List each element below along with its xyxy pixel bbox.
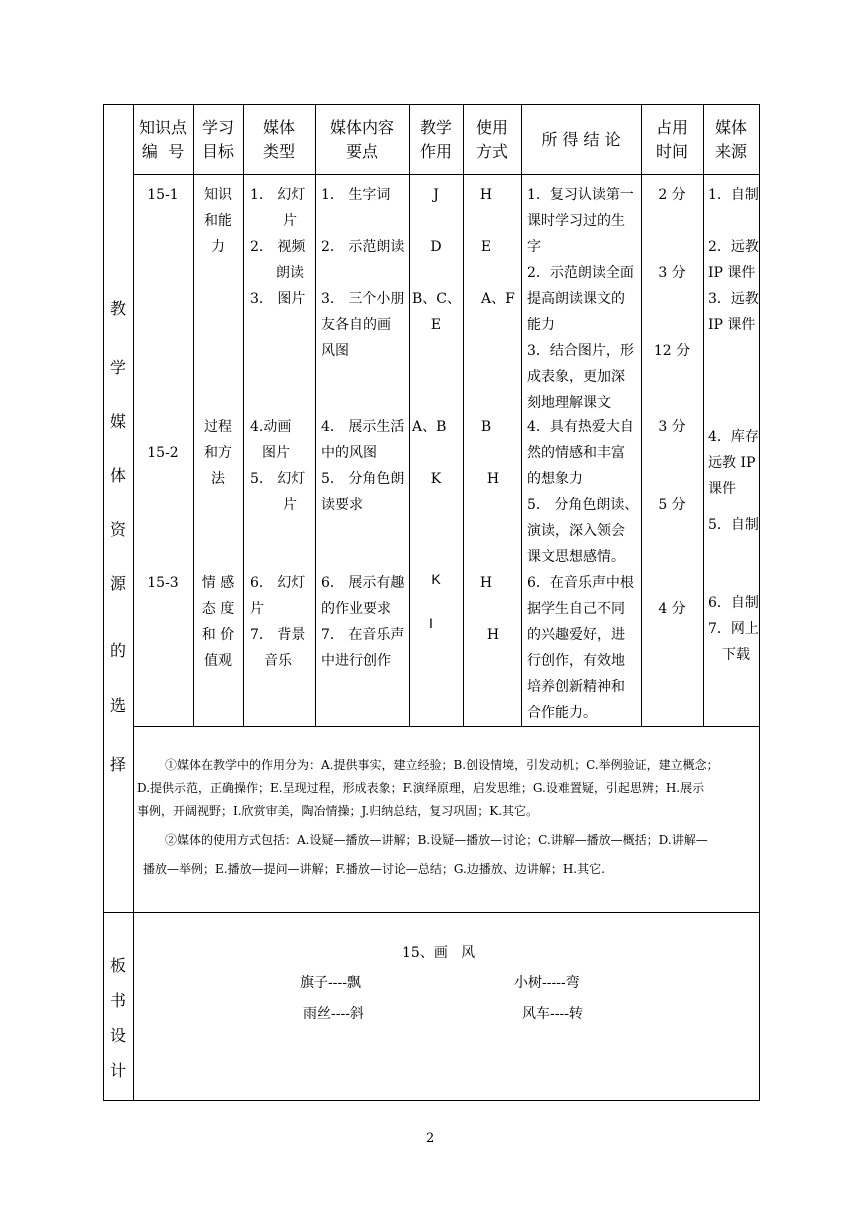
media-content-text: 的作业要求 — [321, 601, 391, 617]
conclusion-text: 据学生自己不同 — [527, 601, 625, 617]
conclusion-text: 提高朗读课文的 — [527, 291, 625, 307]
conclusion-text: 课时学习过的生 — [527, 213, 625, 229]
side-char: 源 — [109, 574, 126, 593]
table-border-left — [103, 104, 104, 1101]
media-type-text: 5． 幻灯 — [250, 471, 306, 487]
time-text: 2 分 — [658, 187, 686, 203]
media-source-text: 5．自制 — [708, 517, 759, 533]
conclusion-text: 成表象，更加深 — [527, 369, 625, 385]
board-line: 雨丝----斜 — [303, 1006, 364, 1022]
media-type-text: 音乐 — [264, 653, 292, 669]
board-title: 15、画 风 — [402, 945, 476, 961]
usage-mode-text: B — [480, 419, 492, 435]
conclusion-text: 课文思想感情。 — [527, 549, 625, 565]
board-line: 旗子----飘 — [300, 975, 361, 991]
side-char: 择 — [109, 755, 126, 774]
header-knowledge-id: 知识点 编 号 — [138, 118, 187, 161]
conclusion-text: 5． 分角色朗读、 — [527, 497, 639, 513]
media-type-text: 片 — [283, 497, 297, 513]
goal-text: 情 感 — [201, 575, 235, 591]
teaching-role-text: I — [429, 615, 433, 631]
rows-divider — [133, 726, 760, 727]
side-char: 媒 — [109, 412, 126, 431]
header-usage-mode: 使用 方式 — [475, 118, 508, 161]
media-source-text: IP 课件 — [708, 265, 756, 281]
header-time: 占用 时间 — [655, 118, 688, 161]
media-source-text: 下载 — [722, 647, 750, 663]
col-divider-2 — [243, 104, 244, 726]
knowledge-id: 15-2 — [147, 445, 179, 461]
media-content-text: 中的风图 — [321, 445, 377, 461]
table-border-top — [103, 104, 760, 105]
col-divider-8 — [703, 104, 704, 726]
time-text: 4 分 — [658, 601, 686, 617]
media-source-text: 7．网上 — [708, 621, 759, 637]
usage-mode-text: H — [479, 187, 493, 203]
media-type-text: 朗读 — [276, 265, 304, 281]
goal-text: 力 — [211, 239, 225, 255]
board-line: 小树-----弯 — [514, 975, 580, 991]
media-source-text: 3．远教 — [708, 291, 759, 307]
header-conclusion: 所 得 结 论 — [541, 130, 621, 149]
side-divider — [133, 104, 134, 1101]
media-type-text: 4.动画 — [250, 419, 292, 435]
media-content-text: 3． 三个小朋 — [321, 291, 405, 307]
conclusion-text: 能力 — [527, 317, 555, 333]
board-line: 风车----转 — [522, 1006, 583, 1022]
note-line: 播放—举例；E.播放—提问—讲解；F.播放—讨论—总结；G.边播放、边讲解；H.其它. — [143, 862, 605, 876]
header-media-source: 媒体 来源 — [714, 118, 747, 161]
usage-mode-text: H — [486, 627, 500, 643]
teaching-role-text: J — [433, 187, 439, 203]
conclusion-text: 演读，深入领会 — [527, 523, 625, 539]
media-content-text: 读要求 — [321, 497, 363, 513]
page-number: 2 — [426, 1131, 435, 1146]
usage-mode-text: H — [479, 575, 493, 591]
conclusion-text: 1．复习认读第一 — [527, 187, 634, 203]
goal-text: 过程 — [204, 419, 232, 435]
teaching-role-text: D — [430, 239, 442, 255]
media-content-text: 6． 展示有趣 — [321, 575, 405, 591]
media-source-text: IP 课件 — [708, 317, 756, 333]
section-divider — [103, 912, 760, 913]
conclusion-text: 的兴趣爱好，进 — [527, 627, 625, 643]
teaching-role-text: E — [430, 317, 442, 333]
side-char: 选 — [109, 696, 126, 715]
conclusion-text: 合作能力。 — [527, 705, 597, 721]
goal-text: 和能 — [204, 213, 232, 229]
knowledge-id: 15-1 — [147, 187, 179, 203]
header-media-content: 媒体内容 要点 — [329, 118, 394, 161]
usage-mode-text: H — [486, 471, 500, 487]
header-learning-goal: 学习 目标 — [201, 118, 234, 161]
media-type-text: 7． 背景 — [250, 627, 306, 643]
media-content-text: 中进行创作 — [321, 653, 391, 669]
side-char: 体 — [109, 466, 126, 485]
header-teaching-role: 教学 作用 — [419, 118, 452, 161]
usage-mode-text: E — [480, 239, 492, 255]
table-border-right — [759, 104, 760, 1101]
conclusion-text: 3．结合图片，形 — [527, 343, 634, 359]
media-source-text: 2．远教 — [708, 239, 759, 255]
header-divider — [133, 174, 760, 175]
goal-text: 态 度 — [201, 601, 235, 617]
media-source-text: 4．库存 — [708, 429, 759, 445]
side-char: 教 — [109, 299, 126, 318]
side-char: 设 — [109, 1026, 126, 1045]
conclusion-text: 然的情感和丰富 — [527, 445, 625, 461]
media-type-text: 2． 视频 — [250, 239, 306, 255]
header-media-type: 媒体 类型 — [262, 118, 295, 161]
goal-text: 知识 — [204, 187, 232, 203]
media-type-text: 片 — [283, 213, 297, 229]
time-text: 5 分 — [658, 497, 686, 513]
media-type-text: 片 — [250, 601, 264, 617]
side-char: 计 — [109, 1061, 126, 1080]
conclusion-text: 2．示范朗读全面 — [527, 265, 634, 281]
note-line: ②媒体的使用方式包括：A.设疑—播放—讲解；B.设疑—播放—讨论；C.讲解—播放—概括；D.讲解— — [165, 833, 708, 847]
media-content-text: 5． 分角色朗 — [321, 471, 405, 487]
media-content-text: 2． 示范朗读 — [321, 239, 405, 255]
time-text: 12 分 — [653, 343, 691, 359]
conclusion-text: 4．具有热爱大自 — [527, 419, 634, 435]
knowledge-id: 15-3 — [147, 575, 179, 591]
media-content-text: 友各自的画 — [321, 317, 391, 333]
time-text: 3 分 — [658, 265, 686, 281]
media-content-text: 7． 在音乐声 — [321, 627, 405, 643]
conclusion-text: 的想象力 — [527, 471, 583, 487]
note-line: 事例，开阔视野；I.欣赏审美，陶冶情操；J.归纳总结，复习巩固；K.其它。 — [137, 804, 539, 818]
side-char: 的 — [109, 641, 126, 660]
teaching-role-text: A、B — [412, 419, 447, 435]
side-char: 书 — [109, 991, 126, 1010]
media-type-text: 6． 幻灯 — [250, 575, 306, 591]
goal-text: 和 价 — [201, 627, 235, 643]
media-type-text: 1． 幻灯 — [250, 187, 306, 203]
conclusion-text: 刻地理解课文 — [527, 395, 611, 411]
conclusion-text: 6．在音乐声中根 — [527, 575, 634, 591]
teaching-role-text: B、C、 — [412, 291, 461, 307]
note-line: D.提供示范，正确操作；E.呈现过程，形成表象；F.演绎原理，启发思维；G.设难置疑，引起思辨；H.展示 — [137, 781, 705, 795]
note-line: ①媒体在教学中的作用分为：A.提供事实，建立经验；B.创设情境，引发动机；C.举例验证，建立概念； — [165, 758, 719, 772]
side-char: 学 — [109, 358, 126, 377]
side-char: 资 — [109, 520, 126, 539]
table-border-bottom — [103, 1100, 760, 1101]
media-source-text: 课件 — [708, 481, 736, 497]
conclusion-text: 字 — [527, 239, 541, 255]
media-source-text: 远教 IP — [708, 455, 756, 471]
conclusion-text: 行创作，有效地 — [527, 653, 625, 669]
media-content-text: 4． 展示生活 — [321, 419, 405, 435]
teaching-role-text: K — [431, 571, 441, 587]
side-char: 板 — [109, 956, 126, 975]
conclusion-text: 培养创新精神和 — [527, 679, 625, 695]
goal-text: 法 — [211, 471, 225, 487]
goal-text: 和方 — [204, 445, 232, 461]
col-divider-3 — [315, 104, 316, 726]
media-content-text: 1． 生字词 — [321, 187, 391, 203]
media-type-text: 图片 — [262, 445, 290, 461]
media-source-text: 1．自制 — [708, 187, 759, 203]
media-content-text: 风图 — [321, 343, 349, 359]
time-text: 3 分 — [658, 419, 686, 435]
media-source-text: 6．自制 — [708, 595, 759, 611]
teaching-role-text: K — [430, 471, 442, 487]
usage-mode-text: A、F — [481, 291, 515, 307]
goal-text: 值观 — [204, 653, 232, 669]
media-type-text: 3． 图片 — [250, 291, 306, 307]
media-notes — [137, 754, 755, 881]
